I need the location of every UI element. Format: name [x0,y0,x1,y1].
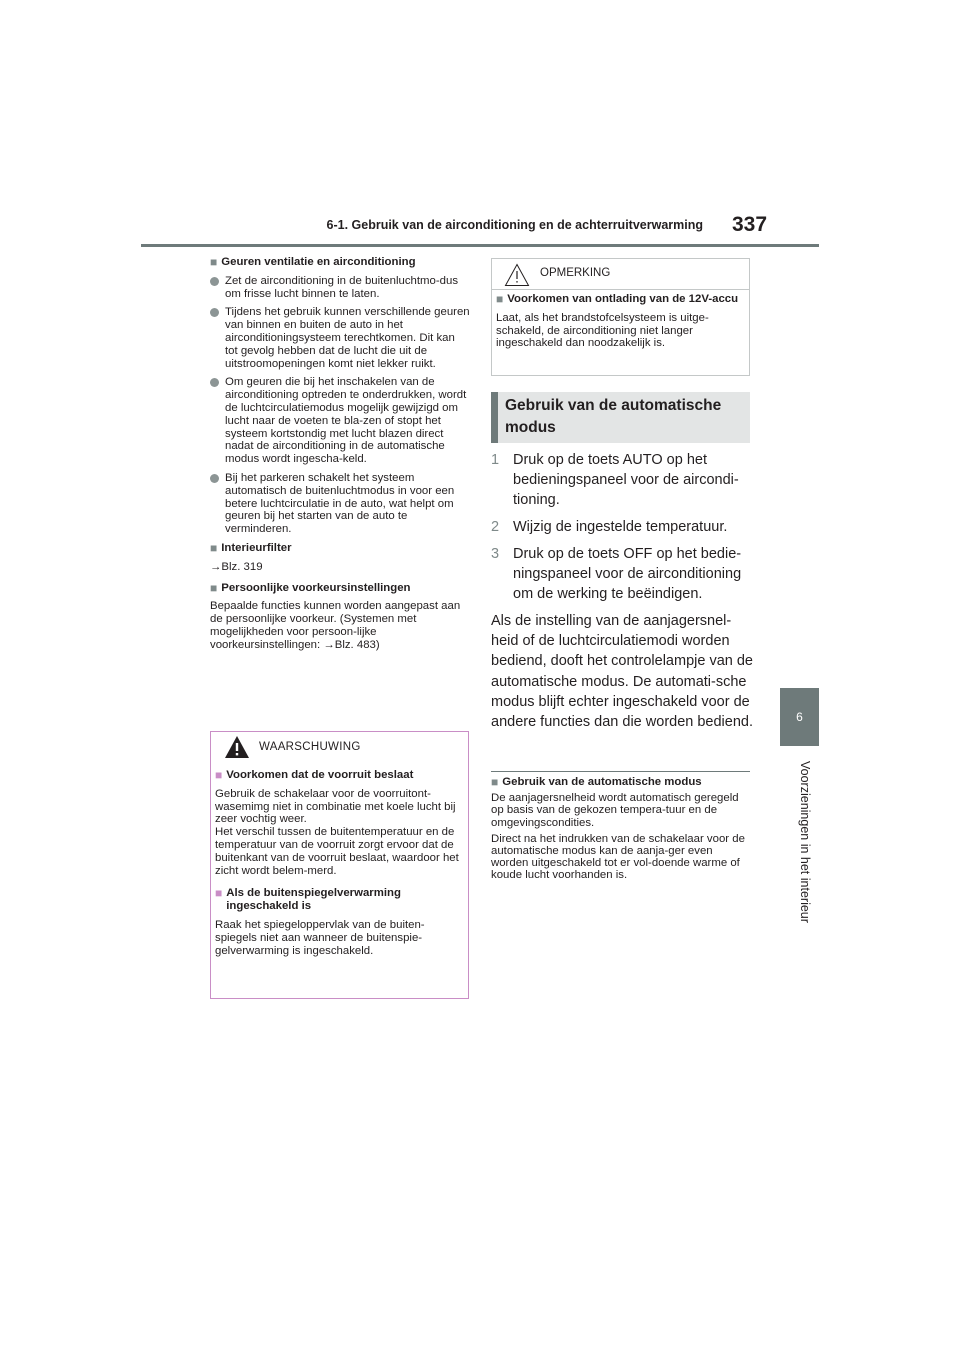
section-title: Gebruik van de automatische modus [505,397,722,436]
filter-heading: ■ Interieurfilter [210,540,292,555]
warning-title: WAARSCHUWING [259,741,361,753]
running-header-title: 6-1. Gebruik van de airconditioning en de achterruitverwarming [326,218,703,232]
chapter-label: Voorzieningen in het interieur [798,761,812,923]
preferences-heading: ■ Persoonlijke voorkeursinstellingen [210,580,411,595]
warning-heading-windshield: ■ Voorkomen dat de voorruit beslaat [215,768,414,782]
caution-triangle-icon [504,263,530,292]
square-bullet-icon: ■ [210,580,218,595]
step-number: 3 [491,546,500,562]
warning-box [210,731,469,999]
odors-heading: ■ Geuren ventilatie en airconditioning [210,255,416,269]
list-item: Bij het parkeren schakelt het systeem automatisch de buitenluchtmodus in voor een betere luchtcirculatie in de auto, wat helpt om geuren bij het starten van de auto te verminderen. [210,472,470,536]
round-bullet-icon [210,308,219,317]
page-number: 337 [732,213,768,236]
round-bullet-icon [210,474,219,483]
step-item [491,450,753,510]
left-column [210,256,470,658]
warning-body [211,765,468,957]
auto-mode-text: Direct na het indrukken van de schakelaar voor de automatische modus kan de aanja-ger even worden uitgeschakeld tot er vol-doende warme of koude lucht voorhanden is. [491,832,745,882]
list-item: Zet de airconditioning in de buitenluchtmo-dus om frisse lucht binnen te laten. [210,275,470,301]
list-item: Tijdens het gebruik kunnen verschillende geuren van binnen en buiten de auto in het airconditioningsysteem terechtkomen. Dit kan tot gevolg hebben dat de lucht die uit de uitstroomopeningen komt niet lekker ruikt. [210,306,470,370]
note-heading: ■ Voorkomen van ontlading van de 12V-accu [496,292,739,306]
header-rule [141,244,819,247]
warning-text: Het verschil tussen de buitentemperatuur en de temperatuur van de voorruit zorgt ervoor dat de buitenkant van de voorruit beslaat, waardoor het zicht wordt belem-merd. [215,826,459,877]
round-bullet-icon [210,378,219,387]
auto-mode-info [491,776,753,888]
square-bullet-icon: ■ [215,768,223,782]
square-bullet-icon: ■ [210,255,218,269]
warning-text: Raak het spiegeloppervlak van de buiten-spiegels niet aan wanneer de buitenspie-gelverwarming is ingeschakeld. [215,918,425,957]
square-bullet-icon: ■ [496,292,504,306]
note-header [492,259,749,290]
step-text: Druk op de toets AUTO op het bedieningspaneel voor de aircondi-tioning. [513,452,739,508]
step-item [491,517,753,537]
list-item: Om geuren die bij het inschakelen van de airconditioning optreden te onderdrukken, wordt de luchtcirculatiemodus mogelijk gewijzigd om lucht naar de voeten te bla-zen of stopt het systeem kortstondig met lucht blazen direct nadat de airconditioning in de automatische modus wordt ingescha-keld. [210,376,470,466]
note-body [492,290,749,350]
warning-triangle-icon [224,735,250,764]
note-box [491,258,750,376]
note-title: OPMERKING [540,267,611,279]
step-text: Druk op de toets OFF op het bedie-ningspaneel voor de airconditioning om de werking te beëindigen. [513,546,742,602]
filter-page-reference[interactable]: →Blz. 319 [210,560,263,573]
step-item [491,544,753,604]
warning-header [211,732,468,765]
step-text: Wijzig de ingestelde temperatuur. [513,519,728,535]
chapter-tab: 6 [780,688,819,746]
note-text: Laat, als het brandstofcelsysteem is uitge-schakeld, de airconditioning niet langer ingeschakeld dan noodzakelijk is. [496,311,709,350]
section-heading-box [491,392,750,443]
section-rule [491,771,750,772]
auto-mode-paragraph: Als de instelling van de aanjagersnel-heid of de luchtcirculatiemodi worden bediend, dooft het controlelampje van de automatische modus. De automati-sche modus blijft echter ingeschakeld voor de andere functies dan die worden bediend. [491,613,753,731]
steps-list [491,450,753,732]
step-number: 1 [491,452,500,468]
auto-mode-text: De aanjagersnelheid wordt automatisch geregeld op basis van de gekozen tempera-tuur en de omgevingscondities. [491,792,739,829]
square-bullet-icon: ■ [215,886,223,901]
round-bullet-icon [210,277,219,286]
step-number: 2 [491,519,500,535]
auto-mode-heading: ■ Gebruik van de automatische modus [491,775,702,789]
warning-text: Gebruik de schakelaar voor de voorruitont-wasemimg niet in combinatie met koele lucht bij zeer vochtig weer. [215,787,456,826]
warning-heading-mirror: ■ Als de buitenspiegelverwarming ingeschakeld is [215,886,401,913]
square-bullet-icon: ■ [491,775,499,789]
square-bullet-icon: ■ [210,540,218,555]
preferences-text: Bepaalde functies kunnen worden aangepast aan de persoonlijke voorkeur. (Systemen met mogelijkheden voor persoon-lijke voorkeursinstellingen: →Blz. 483) [210,600,461,651]
